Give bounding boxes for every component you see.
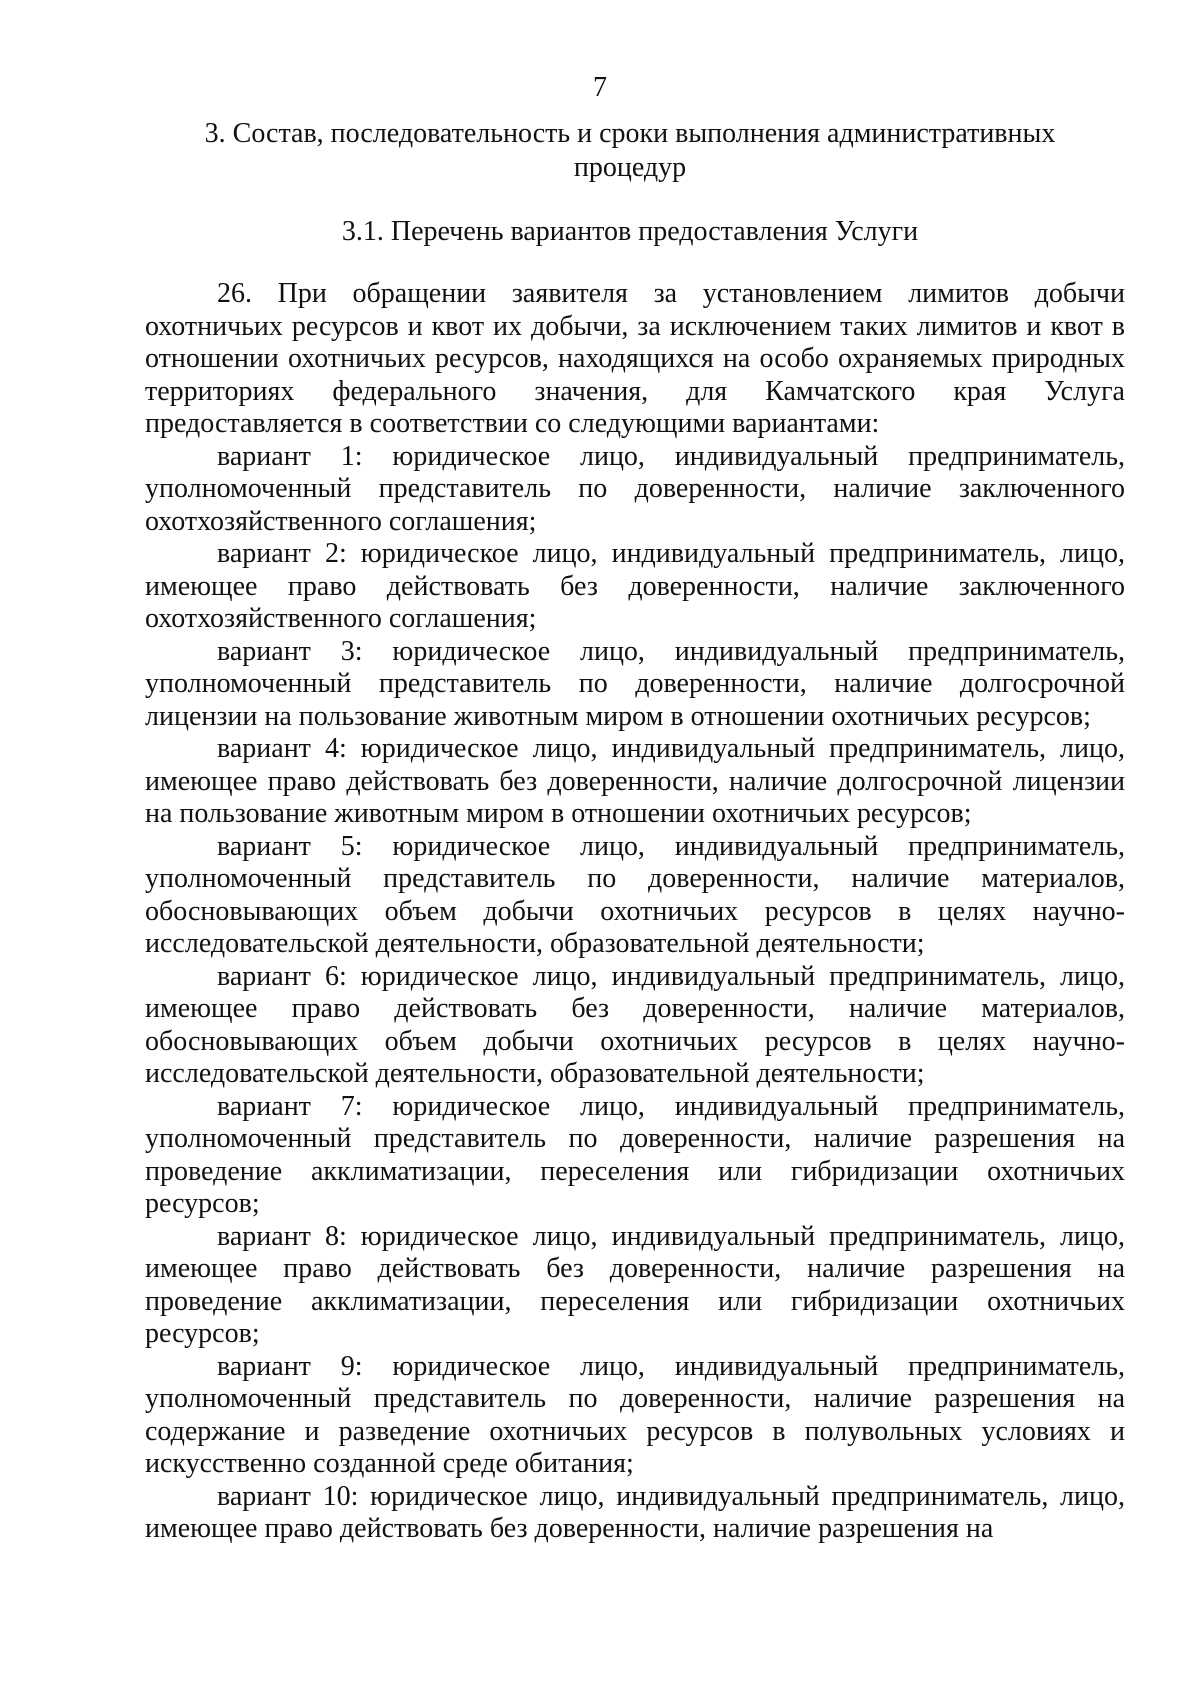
section-heading: 3. Состав, последовательность и сроки выполнения административных процедур (204, 118, 1056, 183)
variant-3-paragraph: вариант 3: юридическое лицо, индивидуальный предприниматель, уполномоченный представитель по доверенности, наличие долгосрочной лицензии на пользование животным миром в отношении охотничьих ресурсов; (145, 635, 1125, 732)
variant-4-paragraph: вариант 4: юридическое лицо, индивидуальный предприниматель, лицо, имеющее право действовать без доверенности, наличие долгосрочной лицензии на пользование животным миром в отношении охотничьих ресурсов; (145, 733, 1125, 829)
page-number: 7 (593, 72, 607, 103)
variant-6-paragraph: вариант 6: юридическое лицо, индивидуальный предприниматель, лицо, имеющее право действовать без доверенности, наличие материалов, обосновывающих объем добычи охотничьих ресурсов в целях научно-исследовательской деятельности, образовательной деятельности; (145, 960, 1125, 1089)
document-body (145, 278, 1125, 1546)
variant-10-paragraph: вариант 10: юридическое лицо, индивидуальный предприниматель, лицо, имеющее право действовать без доверенности, наличие разрешения на (145, 1480, 1125, 1544)
variant-7-paragraph: вариант 7: юридическое лицо, индивидуальный предприниматель, уполномоченный представитель по доверенности, наличие разрешения на проведение акклиматизации, переселения или гибридизации охотничьих ресурсов; (145, 1090, 1125, 1219)
subsection-heading: 3.1. Перечень вариантов предоставления Услуги (341, 216, 919, 247)
variant-1-paragraph: вариант 1: юридическое лицо, индивидуальный предприниматель, уполномоченный представитель по доверенности, наличие заключенного охотхозяйственного соглашения; (145, 440, 1125, 537)
paragraph-item-26: 26. При обращении заявителя за установлением лимитов добычи охотничьих ресурсов и квот их добычи, за исключением таких лимитов и квот в отношении охотничьих ресурсов, находящихся на особо охраняемых природных территориях федерального значения, для Камчатского края Услуга предоставляется в соответствии со следующими вариантами: (145, 278, 1125, 439)
variant-5-paragraph: вариант 5: юридическое лицо, индивидуальный предприниматель, уполномоченный представитель по доверенности, наличие материалов, обосновывающих объем добычи охотничьих ресурсов в целях научно-исследовательской деятельности, образовательной деятельности; (145, 830, 1125, 959)
variant-8-paragraph: вариант 8: юридическое лицо, индивидуальный предприниматель, лицо, имеющее право действовать без доверенности, наличие разрешения на проведение акклиматизации, переселения или гибридизации охотничьих ресурсов; (145, 1220, 1125, 1349)
variant-9-paragraph: вариант 9: юридическое лицо, индивидуальный предприниматель, уполномоченный представитель по доверенности, наличие разрешения на содержание и разведение охотничьих ресурсов в полувольных условиях и искусственно созданной среде обитания; (145, 1350, 1125, 1479)
variant-2-paragraph: вариант 2: юридическое лицо, индивидуальный предприниматель, лицо, имеющее право действовать без доверенности, наличие заключенного охотхозяйственного соглашения; (145, 538, 1125, 634)
